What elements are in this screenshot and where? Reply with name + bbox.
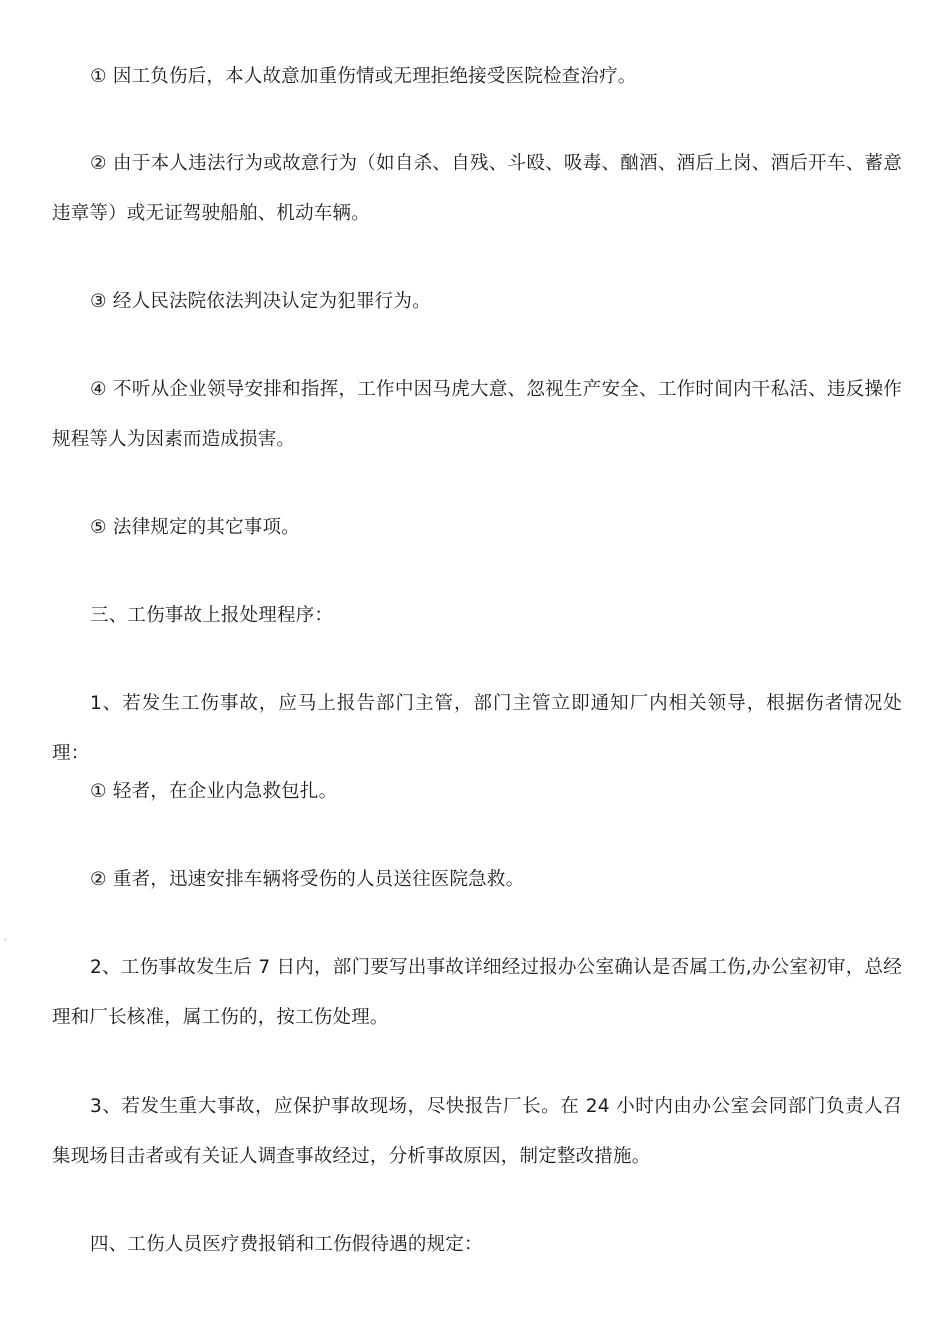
exclusion-item-3: ③ 经人民法院依法判决认定为犯罪行为。 xyxy=(90,291,431,312)
procedure-step-1: 1、若发生工伤事故，应马上报告部门主管，部门主管立即通知厂内相关领导，根据伤者情况处理： xyxy=(52,693,902,764)
procedure-step-2: 2、工伤事故发生后 7 日内，部门要写出事故详细经过报办公室确认是否属工伤,办公室初审，总经理和厂长核准，属工伤的，按工伤处理。 xyxy=(52,957,902,1028)
procedure-substep-2: ② 重者，迅速安排车辆将受伤的人员送往医院急救。 xyxy=(90,869,525,890)
exclusion-item-2: ② 由于本人违法行为或故意行为（如自杀、自残、斗殴、吸毒、酗酒、酒后上岗、酒后开车、蓄意违章等）或无证驾驶船舶、机动车辆。 xyxy=(52,153,902,224)
exclusion-item-4: ④ 不听从企业领导安排和指挥，工作中因马虎大意、忽视生产安全、工作时间内干私活、违反操作规程等人为因素而造成损害。 xyxy=(52,379,902,450)
section-heading-4: 四、工伤人员医疗费报销和工伤假待遇的规定： xyxy=(90,1234,483,1255)
procedure-substep-1: ① 轻者，在企业内急救包扎。 xyxy=(90,781,338,802)
scan-artifact-dot xyxy=(4,938,7,941)
exclusion-item-5: ⑤ 法律规定的其它事项。 xyxy=(90,517,300,538)
section-heading-3: 三、工伤事故上报处理程序： xyxy=(90,605,334,626)
exclusion-item-1: ① 因工负伤后，本人故意加重伤情或无理拒绝接受医院检查治疗。 xyxy=(90,66,637,87)
procedure-step-3: 3、若发生重大事故，应保护事故现场，尽快报告厂长。在 24 小时内由办公室会同部门负责人召集现场目击者或有关证人调查事故经过，分析事故原因，制定整改措施。 xyxy=(52,1096,902,1167)
